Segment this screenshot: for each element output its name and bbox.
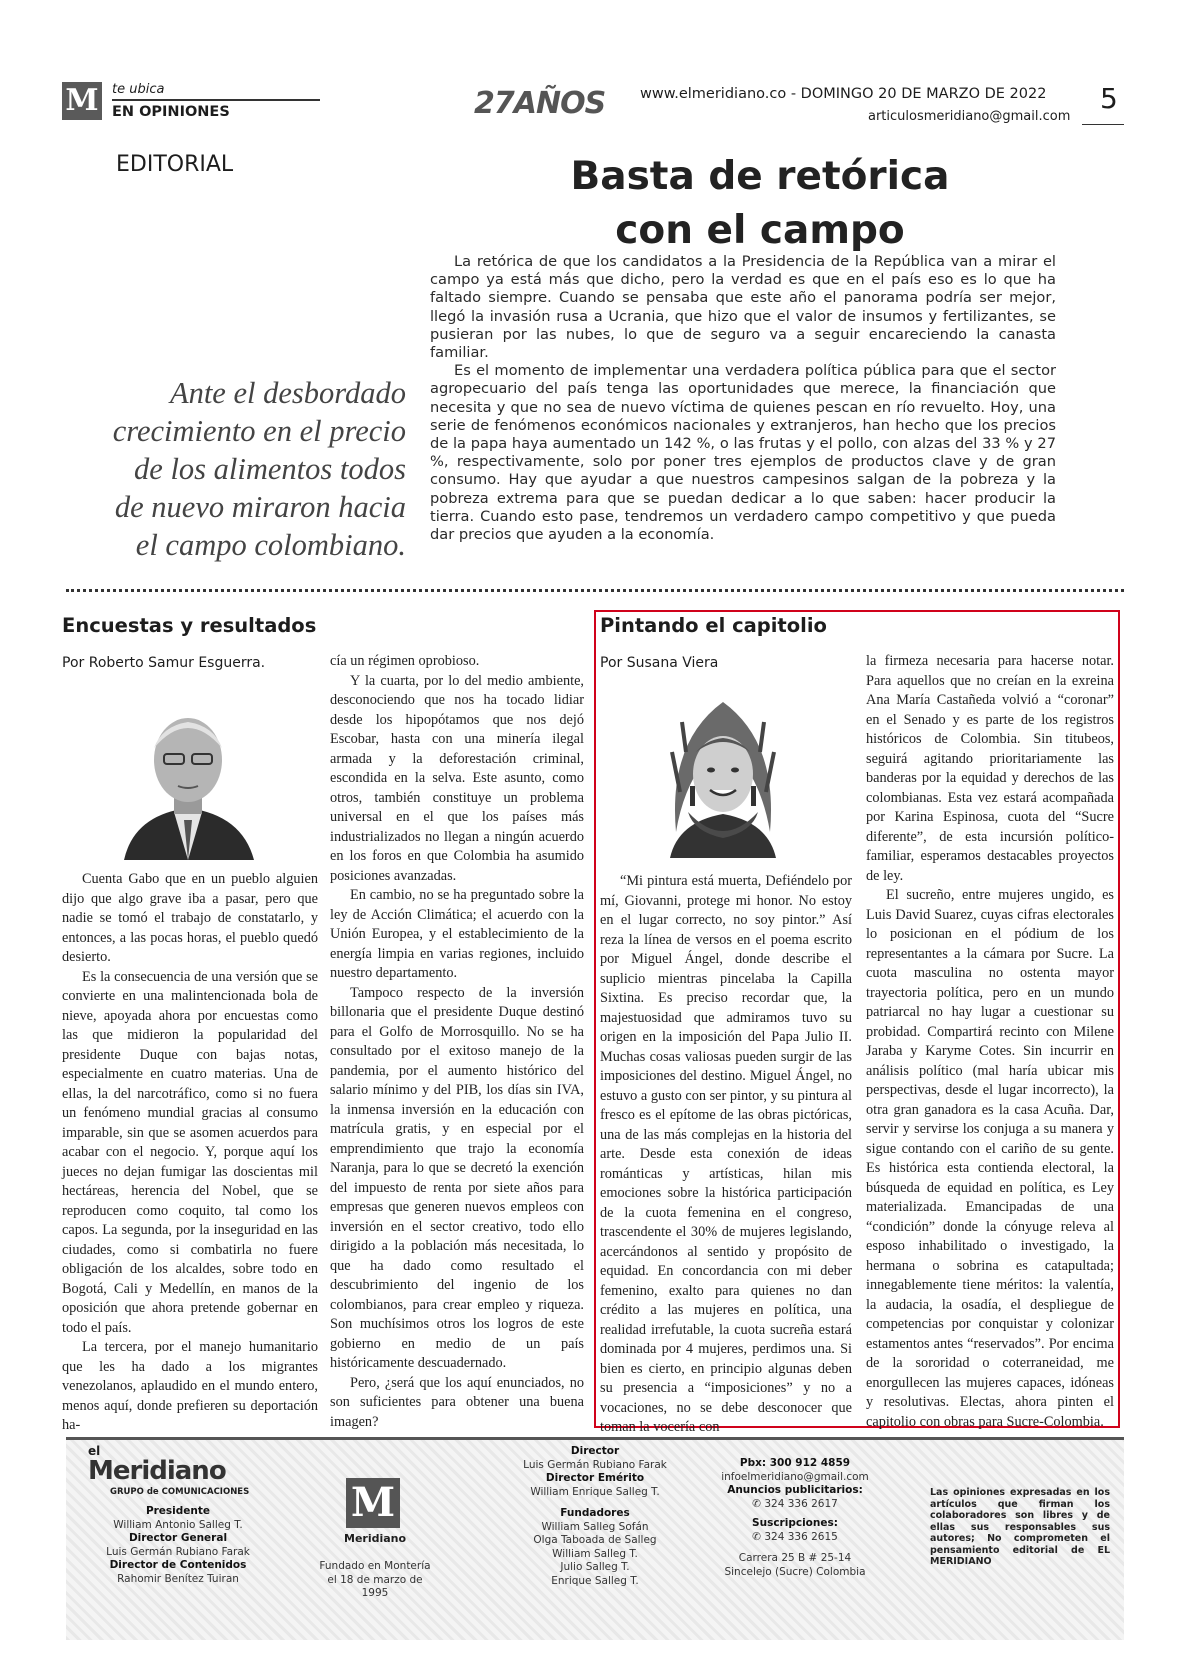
fundador-name: Julio Salleg T. xyxy=(560,1561,630,1573)
suscripciones-phone: 324 336 2615 xyxy=(764,1530,838,1543)
article-byline: Por Susana Viera xyxy=(600,655,719,671)
section-logo: M xyxy=(62,82,102,120)
article-title: Encuestas y resultados xyxy=(62,614,317,637)
article-paragraph: “Mi pintura está muerta, Defiéndelo por mí, Giovanni, protege mi honor. No estoy en el lugar correcto, no soy pintor.” Así reza la línea de versos en el poema escrito por Miguel Ángel, donde describe el suplicio mientras pincelaba la Capilla Sixtina. Es preciso recordar que, la majestuosidad que admiramos tuvo su origen en la imposición del Papa Julio II. Muchas cosas valiosas pueden surgir de las imposiciones del destino. Miguel Ángel, no estuvo a gusto con ser pintor, y su pintura al fresco es el epítome de las obras pictóricas, una de las más complejas en la historia del arte. Desde esta conexión de ideas románticas y artísticas, hilan mis emociones sobre la histórica participación de la cuota femenina en el congreso, trascendente el 30% de mujeres legislando, acercándonos al sentido y propósito de equidad. En concordancia con mi deber femenino, exalto para quienes no dan crédito a las mujeres en política, una realidad irrefutable, la cuota sucreña estará dominada por 4 mujeres, perdimos una. Si bien es cierto, en principio algunas deben su presencia a “imposiciones” y no a vocaciones, no se debe desconocer que toman la vocería con xyxy=(600,873,852,1435)
whatsapp-icon: ✆ xyxy=(752,1530,761,1543)
article-paragraph: Tampoco respecto de la inversión billonaria que el presidente Duque destinó para el Golfo de Morrosquillo. No se ha consultado por el exitoso manejo de la pandemia, por el aumento histórico del salario mínimo y del PIB, los días sin IVA, la inmensa inversión en la educación con matrícula gratis, y en especial por el emprendimiento que trajo la economía Naranja, para lo que se decretó la exención del impuesto de renta por siete años para empresas que generen nuevos empleos con inversión en el sector creativo, todo ello dirigido a la población más necesitada, lo que ha dado como resultado el descubrimiento del ingenio de los colombianos, para crear empleo y riqueza. Son muchísimos otros los logros de este gobierno en medio de un país históricamente descuadernado. xyxy=(330,984,584,1371)
contact-email: articulosmeridiano@gmail.com xyxy=(868,109,1071,124)
article-paragraph: Y la cuarta, por lo del medio ambiente, desconociendo que nos ha tocado lidiar desde los hipopótamos que nos dejó Escobar, hasta con una minería ilegal armada y la deforestación criminal, escondida en la selva. Este asunto, como otros, también constituye un problema universal en el que los países más industrializados no llegan a ningún acuerdo en los foros en que Colombia ha asumido posiciones avanzadas. xyxy=(330,672,584,884)
director-name: Luis Germán Rubiano Farak xyxy=(523,1458,667,1471)
pbx-number: Pbx: 300 912 4859 xyxy=(739,1457,851,1469)
headline-line-1: Basta de retórica xyxy=(570,154,950,199)
label-suscripciones: Suscripciones: xyxy=(752,1517,838,1529)
label-presidente: Presidente xyxy=(145,1505,211,1517)
article-paragraph: Es la consecuencia de una versión que se convierte en una malintencionada bola de nieve, apoyada ahora por encuestas como las que midieron la popularidad del presidente Duque con bajas notas, especialmente en cuatro materias. Una de ellas, la del narcotráfico, como si no fuera un fenómeno mundial gracias al consumo imparable, sin que se asomen acuerdos para acabar con el negocio. Y, porque aquí los jueces no dejan fumigar las doscientas mil hectáreas, herencia del Nobel, que se reproducen como coquito, tal como los capos. La segunda, por la inseguridad en las ciudades, como si combatirla no fuere obligación de los alcaldes, sobre todo en Bogotá, Cali y Medellín, en manos de la oposición que ahora pretende gobernar en todo el país. xyxy=(62,968,318,1336)
page-number: 5 xyxy=(1100,82,1118,115)
founded-line: Fundado en Montería xyxy=(319,1560,431,1572)
article-paragraph: En cambio, no se ha preguntado sobre la ley de Acción Climática; el acuerdo con la Unión Europea, y el establecimiento de la energía limpia en varias regiones, incluido nuestro departamento. xyxy=(330,887,584,981)
article-column xyxy=(600,872,852,1438)
director-emerito-name: William Enrique Salleg T. xyxy=(530,1485,660,1498)
article-paragraph: Pero, ¿será que los aquí enunciados, no son suficientes para obtener una buena imagen? xyxy=(330,1374,584,1430)
address-line: Sincelejo (Sucre) Colombia xyxy=(724,1565,866,1578)
author-photo-susana xyxy=(640,682,806,858)
editorial-label: EDITORIAL xyxy=(116,152,234,177)
editorial-body xyxy=(430,253,1056,544)
label-director-emerito: Director Emérito xyxy=(545,1472,645,1484)
address-line: Carrera 25 B # 25-14 xyxy=(738,1552,852,1564)
footer-logo-name: Meridiano xyxy=(344,1532,407,1545)
article-paragraph: Cuenta Gabo que en un pueblo alguien dijo que algo grave iba a pasar, pero que nadie se tomó el trabajo de constatarlo, y entonces, a las pocas horas, el pueblo quedó desierto. xyxy=(62,871,318,965)
footer-contact xyxy=(710,1457,880,1579)
article-column xyxy=(866,652,1114,1432)
label-fundadores: Fundadores xyxy=(560,1507,630,1519)
article-column xyxy=(62,870,318,1436)
director-general-name: Luis Germán Rubiano Farak xyxy=(106,1545,250,1558)
anniversary-logo: 27AÑOS xyxy=(474,86,606,121)
article-paragraph: cía un régimen oprobioso. xyxy=(330,653,480,669)
section-divider xyxy=(66,589,1124,596)
editorial-headline xyxy=(440,150,1080,258)
footer-brand-el: el xyxy=(88,1444,101,1458)
whatsapp-icon: ✆ xyxy=(752,1497,761,1510)
author-photo-roberto xyxy=(104,690,272,860)
footer-founded xyxy=(316,1560,434,1601)
founded-line: el 18 de marzo de 1995 xyxy=(327,1573,423,1599)
editorial-paragraph: Es el momento de implementar una verdadera política pública para que el sector agropecuario del país tenga las oportunidades que merece, la financiación que necesita y que no sea de nuevo víctima de quienes pescan en río revuelto. Hoy, una serie de fenómenos económicos nacionales y extranjeros, han hecho que los precios de la papa haya aumentado un 142 %, o las frutas y el pollo, con alzas del 33 % y 27 %, respectivamente, solo por poner tres ejemplos de productos clave y de gran consumo. Hay que ayudar a que nuestros campesinos salgan de la pobreza y la pobreza extrema para que se puedan dedicar a lo que saben: hacer producir la tierra. Cuando esto pase, tendremos un verdadero campo competitivo y que pueda dar precios que ayuden a la economía. xyxy=(430,362,1056,544)
label-anuncios: Anuncios publicitarios: xyxy=(727,1484,863,1496)
label-director-contenidos: Director de Contenidos xyxy=(109,1559,247,1571)
headline-line-2: con el campo xyxy=(615,208,905,253)
date-line: www.elmeridiano.co - DOMINGO 20 DE MARZO DE 2022 xyxy=(640,86,1047,102)
article-title: Pintando el capitolio xyxy=(600,614,827,637)
fundador-name: William Salleg T. xyxy=(552,1547,638,1560)
footer-logo: M xyxy=(346,1478,400,1528)
footer-disclaimer: Las opiniones expresadas en los artículos que firman los colaboradores son libres y de ellas sus responsables sus autores; No comprometen el pensamiento editorial de EL MERIDIANO xyxy=(930,1487,1110,1567)
header-divider xyxy=(112,99,320,101)
anuncios-phone: 324 336 2617 xyxy=(764,1497,838,1510)
fundador-name: Olga Taboada de Salleg xyxy=(533,1534,657,1546)
pull-quote: Ante el desbordado crecimiento en el precio de los alimentos todos de nuevo miraron hacia el campo colombiano. xyxy=(112,376,406,562)
footer-brand-sub: GRUPO de COMUNICACIONES xyxy=(110,1487,250,1497)
editorial-paragraph: La retórica de que los candidatos a la Presidencia de la República van a mirar el campo ya está más que dicho, pero la verdad es que en el país eso es lo que ha faltado siempre. Cuando se pensaba que este año el panorama podría ser mejor, llegó la invasión rusa a Ucrania, que hizo que el valor de insumos y fertilizantes, se pusieran por las nubes, lo que de seguro va a seguir encareciendo la canasta familiar. xyxy=(430,253,1056,362)
article-byline: Por Roberto Samur Esguerra. xyxy=(62,655,266,671)
page-number-rule xyxy=(1082,124,1124,125)
director-contenidos-name: Rahomir Benítez Tuiran xyxy=(117,1572,239,1585)
label-director-general: Director General xyxy=(128,1532,228,1544)
section-name: EN OPINIONES xyxy=(112,104,230,120)
article-paragraph: El sucreño, entre mujeres ungido, es Luis David Suarez, cuyas cifras electorales lo posicionan en el pódium de los representantes a la cámara por Sucre. La cuota masculina no ostenta mayor trayectoria política, pero en un mundo patriarcal no hay lugar a cuestionar su probidad. Compartirá recinto con Milene Jaraba y Karyme Cotes. Sin incurrir en análisis político (mal haría ubicar mis perspectivas, desde el lugar incorrecto), la otra gran ganadora es la casa Acuña. Dar, servir y servirse los conjuga a su manera y sigue contando con el cariño de su gente. Es histórica esta contienda electoral, la búsqueda de equidad en política, es Ley materializada. Emancipadas de una “condición” donde la cónyuge releva al esposo inhabilitado o investigado, la hermana o sobrina es catapultada; innegablemente tiene méritos: la valentía, la audacia, la osadía, el despliegue de competencias por conquistar y colonizar estamentos antes “reservados”. Por encima de la sororidad o coterraneidad, me enorgullecen las mujeres capaces, idóneas y resolutivas. Electas, ahora pinten el capitolio con obras para Sucre-Colombia. xyxy=(866,887,1114,1430)
footer-staff-center xyxy=(505,1445,685,1588)
fundador-name: Enrique Salleg T. xyxy=(551,1574,639,1587)
section-tagline: te ubica xyxy=(112,82,165,97)
footer-brand: Meridiano xyxy=(88,1456,226,1486)
article-paragraph: La tercera, por el manejo humanitario que les ha dado a los migrantes venezolanos, aplaudido en el mundo entero, menos aquí, donde prefieren su deportación ha- xyxy=(62,1339,318,1433)
footer-staff-left xyxy=(66,1505,290,1586)
fundador-name: William Salleg Sofán xyxy=(541,1520,649,1533)
label-director: Director xyxy=(570,1445,620,1457)
info-email: infoelmeridiano@gmail.com xyxy=(721,1470,869,1483)
presidente-name: William Antonio Salleg T. xyxy=(113,1518,243,1531)
article-paragraph: la firmeza necesaria para hacerse notar. Para aquellos que no creían en la exreina Ana María Castañeda volvió a “coronar” en el Senado y es parte de los registros históricos de Colombia. Sin titubeos, seguirá agitando prioritariamente las banderas por la equidad y derechos de las colombianas. Esta vez estará acompañada por Karina Espinosa, cuota del “Sucre diferente”, de esta incursión político-familiar, esperamos destacables proyectos de ley. xyxy=(866,653,1114,884)
article-column xyxy=(330,652,584,1432)
